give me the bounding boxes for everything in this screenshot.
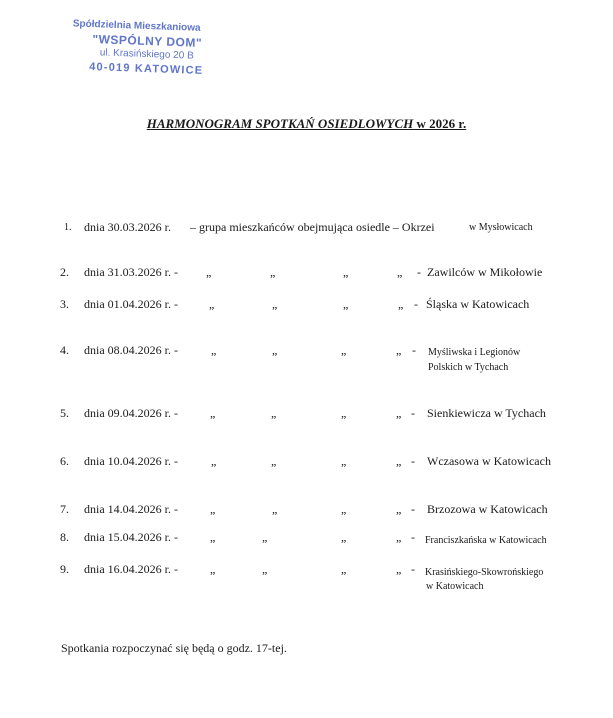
ditto-mark: „ (210, 406, 216, 420)
meeting-place: Śląska w Katowicach (426, 297, 530, 311)
meeting-date: dnia 10.04.2026 r. - (84, 454, 178, 468)
ditto-mark: „ (270, 265, 276, 279)
meeting-place: Franciszkańska w Katowicach (425, 535, 547, 546)
cooperative-stamp (71, 17, 223, 78)
ditto-mark: „ (209, 297, 215, 311)
meeting-row (0, 297, 613, 317)
meeting-separator: - (411, 562, 415, 576)
meeting-row (0, 454, 613, 474)
meeting-number: 8. (60, 530, 69, 544)
ditto-mark: „ (341, 530, 347, 544)
ditto-mark: „ (341, 502, 347, 516)
meeting-separator: - (412, 343, 416, 357)
meeting-date: dnia 31.03.2026 r. - (84, 265, 178, 279)
ditto-mark: „ (210, 502, 216, 516)
meeting-place: Sienkiewicza w Tychach (427, 406, 546, 420)
ditto-mark: „ (272, 297, 278, 311)
ditto-mark: „ (272, 502, 278, 516)
meeting-separator: - (411, 530, 415, 544)
meeting-separator: - (414, 297, 418, 311)
meeting-place: Brzozowa w Katowicach (427, 502, 548, 516)
meeting-place: Krasińskiego-Skowrońskiego (425, 567, 544, 578)
meeting-date: dnia 01.04.2026 r. - (84, 297, 178, 311)
ditto-mark: „ (271, 406, 277, 420)
ditto-mark: „ (396, 406, 402, 420)
meeting-row (0, 562, 613, 592)
meeting-place: Wczasowa w Katowicach (427, 454, 551, 468)
meeting-date: dnia 09.04.2026 r. - (84, 406, 178, 420)
meeting-date: dnia 14.04.2026 r. - (84, 502, 178, 516)
meeting-date: dnia 08.04.2026 r. - (84, 343, 178, 357)
meeting-separator: - (417, 265, 421, 279)
stamp-line-city: 40-019 KATOWICE (88, 60, 204, 77)
page-title (0, 116, 613, 132)
meeting-separator: - (411, 454, 415, 468)
title-main: HARMONOGRAM SPOTKAŃ OSIEDLOWYCH (146, 116, 414, 131)
meeting-time-note: Spotkania rozpoczynać się będą o godz. 17-tej. (61, 641, 287, 655)
meeting-number: 1. (64, 222, 72, 233)
ditto-mark: „ (397, 265, 403, 279)
ditto-mark: „ (210, 562, 216, 576)
ditto-mark: „ (341, 343, 347, 357)
meeting-description: – grupa mieszkańców obejmująca osiedle – Okrzei (190, 220, 435, 234)
meeting-date: dnia 15.04.2026 r. - (84, 530, 178, 544)
meeting-city: w Mysłowicach (469, 222, 533, 233)
meeting-number: 5. (60, 406, 69, 420)
ditto-mark: „ (341, 406, 347, 420)
meeting-date: dnia 16.04.2026 r. - (84, 562, 178, 576)
meeting-number: 9. (60, 562, 69, 576)
stamp-line-name: Spółdzielnia Mieszkaniowa (72, 18, 201, 34)
title-year: w 2026 r. (416, 116, 467, 131)
meeting-row (0, 220, 613, 240)
ditto-mark: „ (396, 502, 402, 516)
meeting-date: dnia 30.03.2026 r. (84, 220, 171, 234)
ditto-mark: „ (211, 454, 217, 468)
meeting-place: Zawilców w Mikołowie (427, 265, 543, 279)
ditto-mark: „ (343, 265, 349, 279)
ditto-mark: „ (396, 454, 402, 468)
ditto-mark: „ (262, 562, 268, 576)
ditto-mark: „ (210, 530, 216, 544)
meeting-row (0, 343, 613, 373)
ditto-mark: „ (341, 562, 347, 576)
ditto-mark: „ (211, 343, 217, 357)
meeting-separator: - (411, 502, 415, 516)
ditto-mark: „ (396, 343, 402, 357)
meeting-number: 7. (60, 502, 69, 516)
ditto-mark: „ (343, 297, 349, 311)
meeting-row (0, 502, 613, 522)
meeting-row (0, 265, 613, 285)
ditto-mark: „ (262, 530, 268, 544)
ditto-mark: „ (396, 562, 402, 576)
meeting-separator: - (411, 406, 415, 420)
ditto-mark: „ (271, 454, 277, 468)
ditto-mark: „ (272, 343, 278, 357)
meeting-row (0, 530, 613, 550)
ditto-mark: „ (341, 454, 347, 468)
meeting-number: 4. (60, 343, 69, 357)
meeting-number: 3. (60, 297, 69, 311)
ditto-mark: „ (396, 530, 402, 544)
meeting-place: Myśliwska i Legionów (428, 347, 521, 358)
ditto-mark: „ (398, 297, 404, 311)
meeting-place-continued: w Katowicach (426, 581, 484, 592)
meeting-row (0, 406, 613, 426)
meeting-place-continued: Polskich w Tychach (428, 362, 509, 373)
meeting-number: 2. (60, 265, 69, 279)
stamp-line-brand: "WSPÓLNY DOM" (92, 32, 203, 50)
meeting-number: 6. (60, 454, 69, 468)
stamp-line-street: ul. Krasińskiego 20 B (99, 47, 194, 62)
ditto-mark: „ (206, 265, 212, 279)
